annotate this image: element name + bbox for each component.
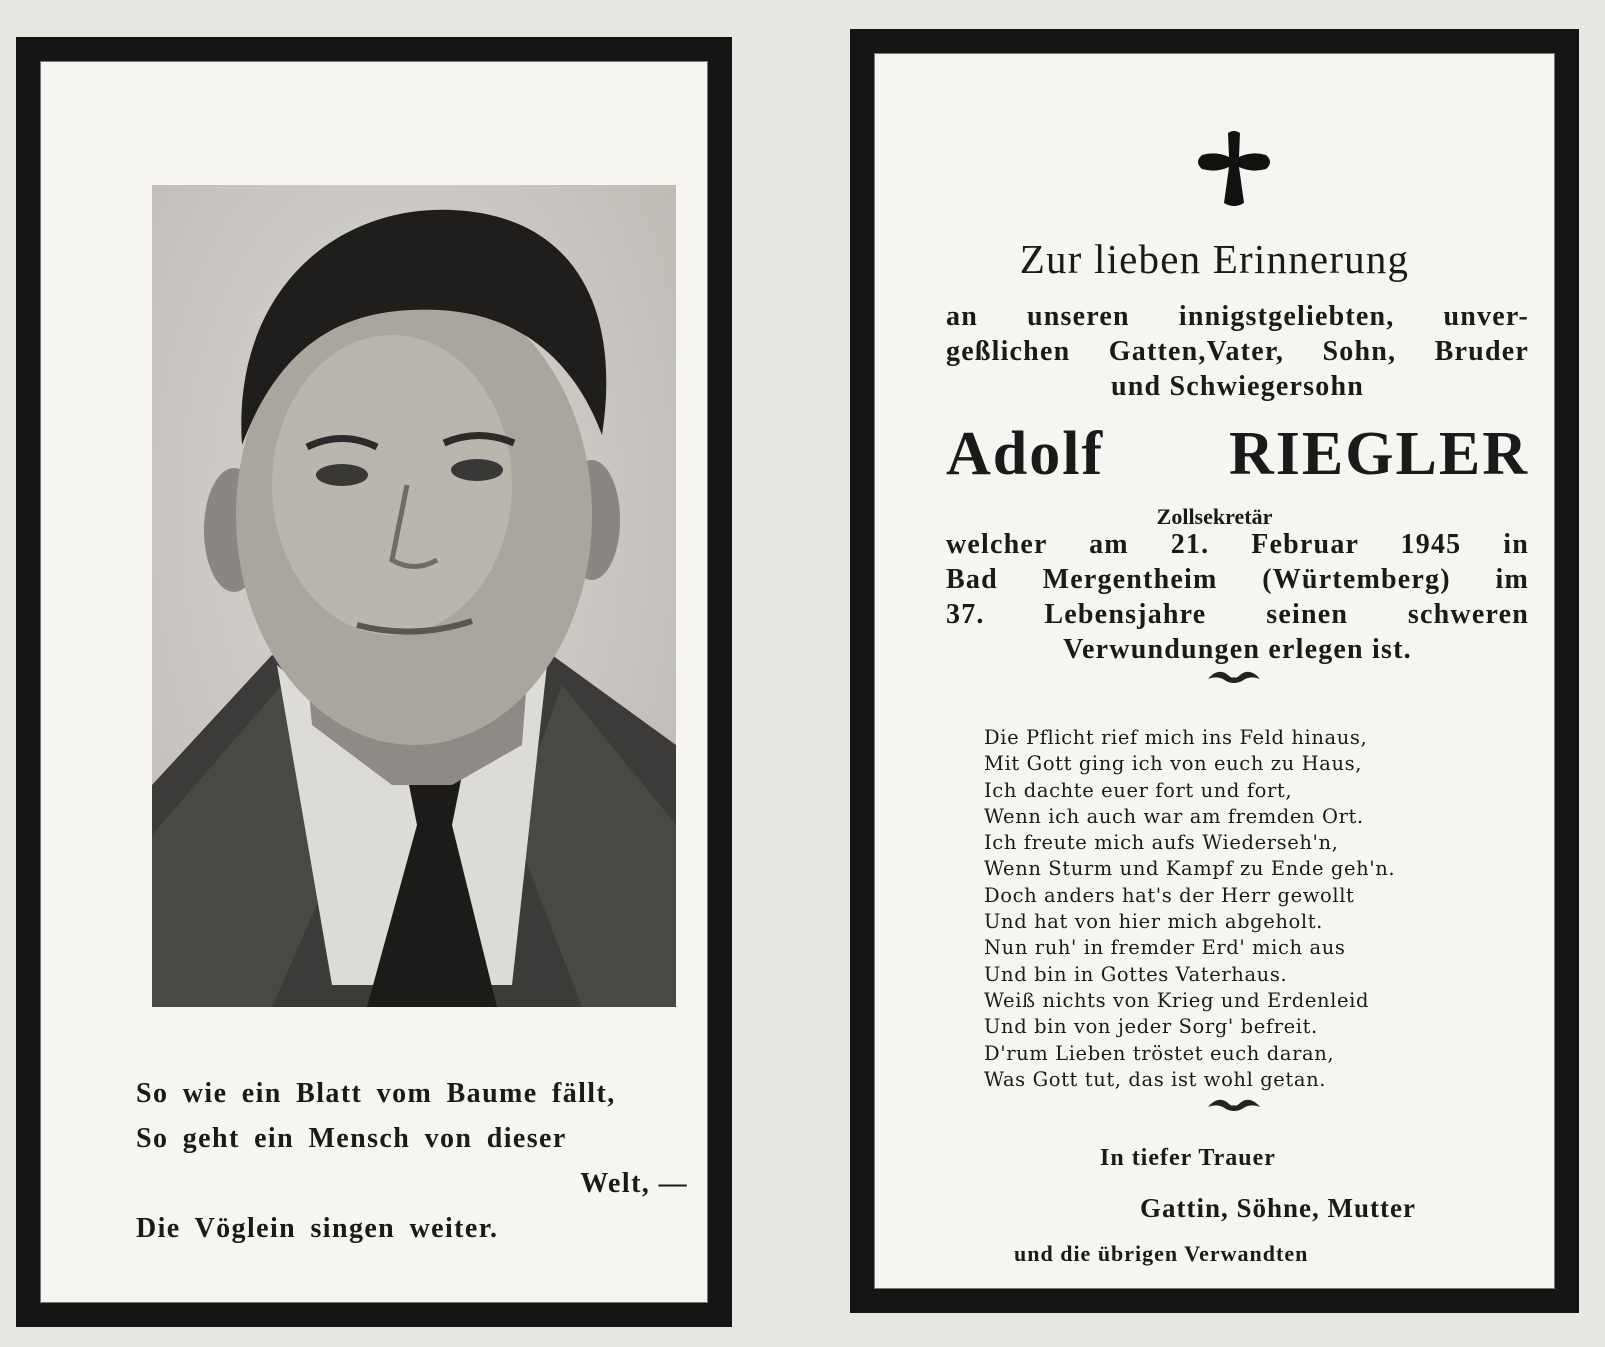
poem-line: So geht ein Mensch von dieser	[136, 1123, 567, 1154]
verse-line: Mit Gott ging ich von euch zu Haus,	[984, 752, 1363, 776]
portrait-illustration	[152, 185, 676, 1007]
portrait-photo	[152, 185, 676, 1007]
verse-line: Die Pflicht rief mich ins Feld hinaus,	[984, 726, 1368, 749]
verse-line: D'rum Lieben tröstet euch daran,	[984, 1041, 1335, 1065]
poem-line: So wie ein Blatt vom Baume fällt,	[136, 1078, 616, 1109]
deceased-name: Adolf RIEGLER	[946, 420, 1529, 488]
verse-line: Ich freute mich aufs Wiederseh'n,	[984, 831, 1339, 855]
intro-line: an unseren innigstgeliebten, unver-	[946, 301, 1529, 332]
cross-icon	[1194, 129, 1274, 209]
closing-line-2: Gattin, Söhne, Mutter	[1140, 1193, 1416, 1223]
poem-line: Die Vöglein singen weiter.	[136, 1213, 499, 1244]
memorial-card-text-side	[850, 29, 1579, 1313]
memorial-card-photo-side	[16, 37, 732, 1327]
verse-line: Und bin von jeder Sorg' befreit.	[984, 1015, 1318, 1039]
flourish-ornament-icon	[1204, 665, 1264, 687]
flourish-ornament-icon	[1204, 1093, 1264, 1115]
verse-line: Wenn ich auch war am fremden Ort.	[984, 804, 1364, 828]
death-notice	[946, 527, 1529, 667]
verse-line: Wenn Sturm und Kampf zu Ende geh'n.	[984, 857, 1396, 881]
intro-text	[946, 299, 1529, 404]
closing-line-3: und die übrigen Verwandten	[1014, 1241, 1309, 1266]
closing-line-1: In tiefer Trauer	[1100, 1145, 1276, 1171]
verse-line: Nun ruh' in fremder Erd' mich aus	[984, 936, 1346, 960]
verse-line: Weiß nichts von Krieg und Erdenleid	[984, 988, 1370, 1012]
notice-line: welcher am 21. Februar 1945 in	[946, 529, 1529, 560]
verse-line: Und hat von hier mich abgeholt.	[984, 910, 1323, 934]
notice-line: Bad Mergentheim (Würtemberg) im	[946, 564, 1529, 595]
verse-line: Doch anders hat's der Herr gewollt	[984, 883, 1355, 907]
occupation: Zollsekretär	[1156, 504, 1273, 529]
intro-line: und Schwiegersohn	[1110, 371, 1364, 402]
notice-line: Verwundungen erlegen ist.	[1063, 634, 1412, 665]
verse-line: Und bin in Gottes Vaterhaus.	[984, 962, 1288, 986]
verse-line: Was Gott tut, das ist wohl getan.	[984, 1067, 1327, 1091]
verse-line: Ich dachte euer fort und fort,	[984, 778, 1293, 802]
notice-line: 37. Lebensjahre seinen schweren	[946, 599, 1529, 630]
poem-line: Welt, —	[580, 1168, 688, 1199]
left-poem	[136, 1071, 696, 1251]
page-title: Zur lieben Erinnerung	[1019, 236, 1410, 282]
verse	[984, 725, 1544, 1093]
intro-line: geßlichen Gatten,Vater, Sohn, Bruder	[946, 336, 1529, 367]
